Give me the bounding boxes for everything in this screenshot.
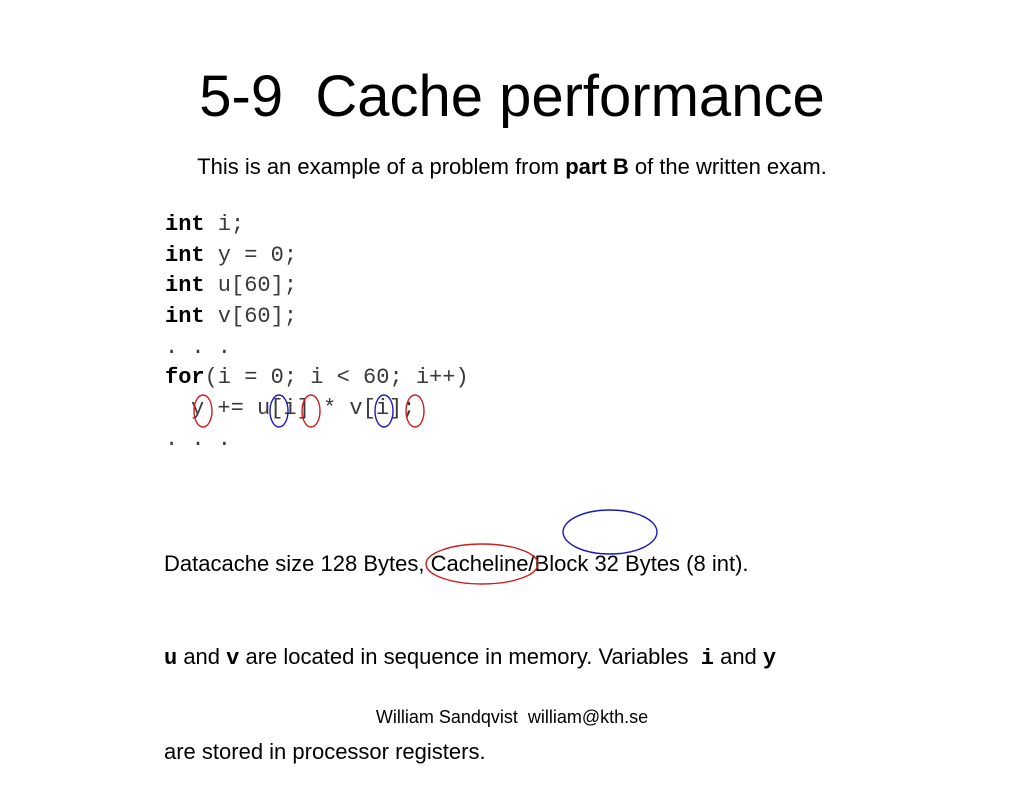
notes-text: are located in sequence in memory. Variables bbox=[239, 644, 701, 669]
notes-text: and bbox=[177, 644, 227, 669]
code-text: (i = 0; i < 60; i++) bbox=[204, 365, 469, 391]
code-text: v[60]; bbox=[204, 304, 298, 330]
code-line-ellipsis-1: . . . bbox=[165, 334, 232, 360]
code-text: y = 0; bbox=[204, 242, 298, 268]
intro-bold-part-b: part B bbox=[565, 154, 629, 179]
intro-text bbox=[0, 154, 1024, 180]
code-line-for-loop bbox=[165, 363, 469, 394]
code-block bbox=[165, 210, 469, 456]
code-line-loop-body: y += u[i] * v[i]; bbox=[191, 396, 416, 422]
footer-author: William Sandqvist william@kth.se bbox=[375, 707, 649, 727]
keyword-for: for bbox=[165, 365, 205, 391]
intro-text-start: This is an example of a problem from bbox=[197, 154, 566, 179]
notes-line-memory bbox=[164, 641, 776, 674]
code-line-decl-u bbox=[165, 271, 469, 302]
slide-title: 5-9 Cache performance bbox=[199, 64, 825, 129]
code-line-decl-y bbox=[165, 241, 469, 272]
var-i: i bbox=[700, 646, 714, 671]
problem-notes bbox=[164, 486, 776, 798]
keyword-int: int bbox=[165, 242, 205, 268]
keyword-int: int bbox=[165, 212, 205, 237]
code-line-decl-v bbox=[165, 302, 469, 333]
keyword-int: int bbox=[165, 273, 205, 299]
notes-text: and bbox=[713, 644, 763, 669]
notes-line-registers: are stored in processor registers. bbox=[164, 739, 486, 764]
var-y: y bbox=[762, 646, 777, 671]
code-text: u[60]; bbox=[204, 273, 298, 299]
notes-line-cache-size: Datacache size 128 Bytes, Cacheline/Block 32 Bytes (8 int). bbox=[164, 551, 749, 576]
intro-text-end: of the written exam. bbox=[628, 154, 827, 179]
code-line-ellipsis-2: . . . bbox=[165, 426, 232, 452]
keyword-int: int bbox=[165, 304, 205, 330]
var-v: v bbox=[226, 646, 240, 671]
var-u: u bbox=[164, 646, 178, 671]
code-text: i; bbox=[204, 212, 245, 237]
code-line-decl-i bbox=[165, 210, 469, 241]
